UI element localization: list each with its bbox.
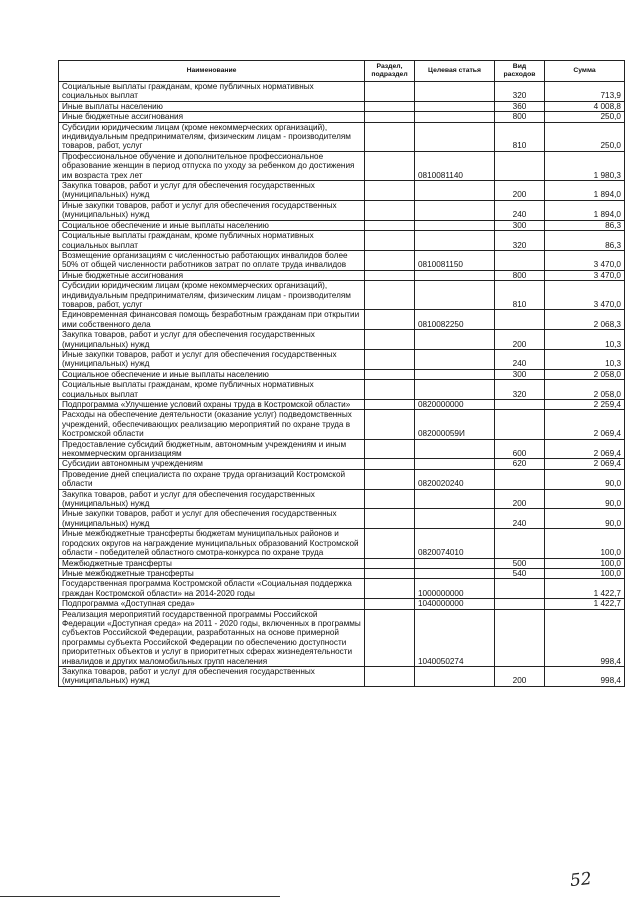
cell-section — [365, 112, 415, 122]
cell-expense-type — [495, 599, 545, 609]
table-row — [59, 609, 625, 666]
cell-article — [415, 558, 495, 568]
cell-expense-type — [495, 250, 545, 270]
cell-expense-type — [495, 400, 545, 410]
cell-expense-type: 540 — [495, 568, 545, 578]
cell-section — [365, 349, 415, 369]
table-row — [59, 310, 625, 330]
cell-article: 0820000000 — [415, 400, 495, 410]
cell-name: Социальное обеспечение и иные выплаты населению — [59, 220, 365, 230]
cell-section — [365, 101, 415, 111]
cell-amount: 3 470,0 — [545, 250, 625, 270]
cell-section — [365, 529, 415, 558]
cell-name: Государственная программа Костромской области «Социальная поддержка граждан Костромской области» на 2014-2020 годы — [59, 579, 365, 599]
cell-expense-type: 200 — [495, 489, 545, 509]
table-row — [59, 122, 625, 151]
cell-expense-type: 200 — [495, 666, 545, 686]
cell-article — [415, 330, 495, 350]
table-row — [59, 101, 625, 111]
cell-article — [415, 509, 495, 529]
header-row — [59, 61, 625, 82]
cell-name: Субсидии юридическим лицам (кроме некоммерческих организаций), индивидуальным предпринимателям, физическим лицам - производителям товаров, работ, услуг — [59, 281, 365, 310]
cell-name: Иные межбюджетные трансферты бюджетам муниципальных районов и городских округов на награждение муниципальных образований Костромской области - победителей областного смотра-конкурса по охране труда — [59, 529, 365, 558]
table-row — [59, 220, 625, 230]
cell-expense-type — [495, 579, 545, 599]
cell-section — [365, 281, 415, 310]
cell-expense-type: 810 — [495, 122, 545, 151]
cell-section — [365, 469, 415, 489]
cell-expense-type — [495, 469, 545, 489]
cell-name: Иные закупки товаров, работ и услуг для обеспечения государственных (муниципальных) нужд — [59, 509, 365, 529]
cell-article: 1040000000 — [415, 599, 495, 609]
cell-expense-type: 800 — [495, 112, 545, 122]
cell-name: Закупка товаров, работ и услуг для обеспечения государственных (муниципальных) нужд — [59, 489, 365, 509]
table-row — [59, 250, 625, 270]
cell-amount: 1 422,7 — [545, 599, 625, 609]
cell-amount: 998,4 — [545, 609, 625, 666]
cell-article — [415, 270, 495, 280]
cell-name: Реализация мероприятий государственной программы Российской Федерации «Доступная среда» на 2011 - 2020 годы, включенных в программы субъектов Российской Федерации, разработанных на основе примерной программы субъекта Российской Федерации по обеспечению доступности приоритетных объектов и услуг в приоритетных сферах жизнедеятельности инвалидов и других маломобильных групп населения — [59, 609, 365, 666]
table-row — [59, 151, 625, 180]
cell-name: Субсидии юридическим лицам (кроме некоммерческих организаций), индивидуальным предпринимателям, физическим лицам - производителям товаров, работ, услуг — [59, 122, 365, 151]
table-row — [59, 369, 625, 379]
cell-amount: 86,3 — [545, 220, 625, 230]
cell-expense-type: 600 — [495, 439, 545, 459]
table-row — [59, 509, 625, 529]
cell-amount: 90,0 — [545, 509, 625, 529]
cell-expense-type — [495, 151, 545, 180]
cell-name: Закупка товаров, работ и услуг для обеспечения государственных (муниципальных) нужд — [59, 181, 365, 201]
cell-expense-type: 300 — [495, 220, 545, 230]
cell-expense-type: 320 — [495, 82, 545, 102]
cell-name: Иные бюджетные ассигнования — [59, 270, 365, 280]
cell-article — [415, 459, 495, 469]
cell-amount: 713,9 — [545, 82, 625, 102]
cell-article — [415, 281, 495, 310]
cell-amount: 2 068,3 — [545, 310, 625, 330]
table-row — [59, 330, 625, 350]
cell-article: 0810081150 — [415, 250, 495, 270]
cell-name: Социальные выплаты гражданам, кроме публичных нормативных социальных выплат — [59, 82, 365, 102]
cell-section — [365, 310, 415, 330]
cell-section — [365, 151, 415, 180]
table-row — [59, 579, 625, 599]
cell-section — [365, 270, 415, 280]
cell-expense-type: 200 — [495, 330, 545, 350]
cell-name: Социальные выплаты гражданам, кроме публичных нормативных социальных выплат — [59, 231, 365, 251]
table-row — [59, 529, 625, 558]
cell-expense-type: 810 — [495, 281, 545, 310]
table-row — [59, 439, 625, 459]
table-row — [59, 400, 625, 410]
cell-section — [365, 380, 415, 400]
cell-name: Предоставление субсидий бюджетным, автономным учреждениям и иным некоммерческим организациям — [59, 439, 365, 459]
cell-expense-type: 240 — [495, 509, 545, 529]
cell-section — [365, 459, 415, 469]
cell-amount: 10,3 — [545, 349, 625, 369]
cell-expense-type: 200 — [495, 181, 545, 201]
cell-name: Профессиональное обучение и дополнительное профессиональное образование женщин в период отпуска по уходу за ребенком до достижения им возраста трех лет — [59, 151, 365, 180]
cell-name: Проведение дней специалиста по охране труда организаций Костромской области — [59, 469, 365, 489]
cell-name: Расходы на обеспечение деятельности (оказание услуг) подведомственных учреждений, обеспечивающих реализацию мероприятий по охране труда в Костромской области — [59, 410, 365, 439]
cell-amount: 1 980,3 — [545, 151, 625, 180]
cell-article — [415, 82, 495, 102]
cell-article: 0820020240 — [415, 469, 495, 489]
footer-divider — [0, 896, 280, 897]
table-row — [59, 231, 625, 251]
cell-article — [415, 122, 495, 151]
cell-article — [415, 349, 495, 369]
table-body — [59, 82, 625, 687]
cell-article — [415, 112, 495, 122]
table-row — [59, 568, 625, 578]
cell-article — [415, 220, 495, 230]
header-amount: Сумма — [545, 61, 625, 82]
cell-article: 1040050274 — [415, 609, 495, 666]
header-section: Раздел, подраздел — [365, 61, 415, 82]
table-row — [59, 82, 625, 102]
cell-section — [365, 220, 415, 230]
cell-expense-type — [495, 529, 545, 558]
cell-amount: 100,0 — [545, 568, 625, 578]
cell-expense-type: 800 — [495, 270, 545, 280]
cell-amount: 1 422,7 — [545, 579, 625, 599]
cell-article: 0820074010 — [415, 529, 495, 558]
cell-amount: 2 069,4 — [545, 410, 625, 439]
page-number: 52 — [569, 868, 593, 892]
cell-section — [365, 558, 415, 568]
table-row — [59, 469, 625, 489]
table-row — [59, 489, 625, 509]
cell-name: Иные межбюджетные трансферты — [59, 568, 365, 578]
cell-section — [365, 439, 415, 459]
cell-section — [365, 579, 415, 599]
table-row — [59, 270, 625, 280]
cell-amount: 2 058,0 — [545, 380, 625, 400]
cell-expense-type: 240 — [495, 200, 545, 220]
table-row — [59, 349, 625, 369]
cell-section — [365, 609, 415, 666]
cell-amount: 2 259,4 — [545, 400, 625, 410]
cell-section — [365, 599, 415, 609]
cell-expense-type: 620 — [495, 459, 545, 469]
table-row — [59, 459, 625, 469]
cell-section — [365, 568, 415, 578]
cell-section — [365, 400, 415, 410]
cell-expense-type: 300 — [495, 369, 545, 379]
cell-section — [365, 410, 415, 439]
cell-article: 1000000000 — [415, 579, 495, 599]
cell-section — [365, 122, 415, 151]
cell-amount: 1 894,0 — [545, 181, 625, 201]
table-row — [59, 558, 625, 568]
cell-amount: 90,0 — [545, 469, 625, 489]
cell-amount: 998,4 — [545, 666, 625, 686]
cell-name: Иные бюджетные ассигнования — [59, 112, 365, 122]
cell-article: 0810082250 — [415, 310, 495, 330]
cell-article — [415, 489, 495, 509]
table-row — [59, 112, 625, 122]
cell-section — [365, 330, 415, 350]
cell-article: 082000059И — [415, 410, 495, 439]
cell-section — [365, 369, 415, 379]
cell-name: Подпрограмма «Улучшение условий охраны труда в Костромской области» — [59, 400, 365, 410]
cell-section — [365, 489, 415, 509]
cell-name: Социальные выплаты гражданам, кроме публичных нормативных социальных выплат — [59, 380, 365, 400]
cell-article — [415, 666, 495, 686]
cell-name: Иные выплаты населению — [59, 101, 365, 111]
table-header — [59, 61, 625, 82]
cell-name: Межбюджетные трансферты — [59, 558, 365, 568]
cell-amount: 3 470,0 — [545, 270, 625, 280]
cell-name: Возмещение организациям с численностью работающих инвалидов более 50% от общей численности работников затрат по оплате труда инвалидов — [59, 250, 365, 270]
cell-amount: 2 058,0 — [545, 369, 625, 379]
cell-name: Субсидии автономным учреждениям — [59, 459, 365, 469]
cell-amount: 100,0 — [545, 529, 625, 558]
cell-article — [415, 101, 495, 111]
cell-expense-type: 500 — [495, 558, 545, 568]
cell-amount: 10,3 — [545, 330, 625, 350]
cell-article — [415, 369, 495, 379]
cell-name: Подпрограмма «Доступная среда» — [59, 599, 365, 609]
cell-section — [365, 200, 415, 220]
cell-section — [365, 509, 415, 529]
table-row — [59, 380, 625, 400]
cell-article — [415, 380, 495, 400]
cell-amount: 3 470,0 — [545, 281, 625, 310]
table-row — [59, 666, 625, 686]
cell-article: 0810081140 — [415, 151, 495, 180]
cell-section — [365, 250, 415, 270]
cell-name: Единовременная финансовая помощь безработным гражданам при открытии ими собственного дела — [59, 310, 365, 330]
cell-article — [415, 200, 495, 220]
cell-amount: 86,3 — [545, 231, 625, 251]
cell-amount: 250,0 — [545, 112, 625, 122]
cell-section — [365, 181, 415, 201]
table-row — [59, 181, 625, 201]
header-article: Целевая статья — [415, 61, 495, 82]
cell-amount: 2 069,4 — [545, 439, 625, 459]
cell-article — [415, 181, 495, 201]
cell-expense-type: 320 — [495, 380, 545, 400]
cell-amount: 100,0 — [545, 558, 625, 568]
cell-expense-type: 360 — [495, 101, 545, 111]
cell-amount: 250,0 — [545, 122, 625, 151]
header-name: Наименование — [59, 61, 365, 82]
header-expense-type: Вид расходов — [495, 61, 545, 82]
cell-amount: 90,0 — [545, 489, 625, 509]
cell-amount: 2 069,4 — [545, 459, 625, 469]
cell-article — [415, 568, 495, 578]
cell-section — [365, 666, 415, 686]
cell-name: Закупка товаров, работ и услуг для обеспечения государственных (муниципальных) нужд — [59, 666, 365, 686]
table-row — [59, 599, 625, 609]
cell-section — [365, 231, 415, 251]
cell-amount: 4 008,8 — [545, 101, 625, 111]
table-row — [59, 281, 625, 310]
cell-section — [365, 82, 415, 102]
cell-name: Иные закупки товаров, работ и услуг для обеспечения государственных (муниципальных) нужд — [59, 349, 365, 369]
cell-article — [415, 231, 495, 251]
cell-name: Социальное обеспечение и иные выплаты населению — [59, 369, 365, 379]
budget-table — [58, 60, 625, 687]
cell-expense-type — [495, 609, 545, 666]
cell-expense-type: 240 — [495, 349, 545, 369]
cell-article — [415, 439, 495, 459]
table-row — [59, 200, 625, 220]
cell-expense-type: 320 — [495, 231, 545, 251]
table-row — [59, 410, 625, 439]
cell-expense-type — [495, 310, 545, 330]
cell-name: Закупка товаров, работ и услуг для обеспечения государственных (муниципальных) нужд — [59, 330, 365, 350]
cell-expense-type — [495, 410, 545, 439]
cell-name: Иные закупки товаров, работ и услуг для обеспечения государственных (муниципальных) нужд — [59, 200, 365, 220]
cell-amount: 1 894,0 — [545, 200, 625, 220]
